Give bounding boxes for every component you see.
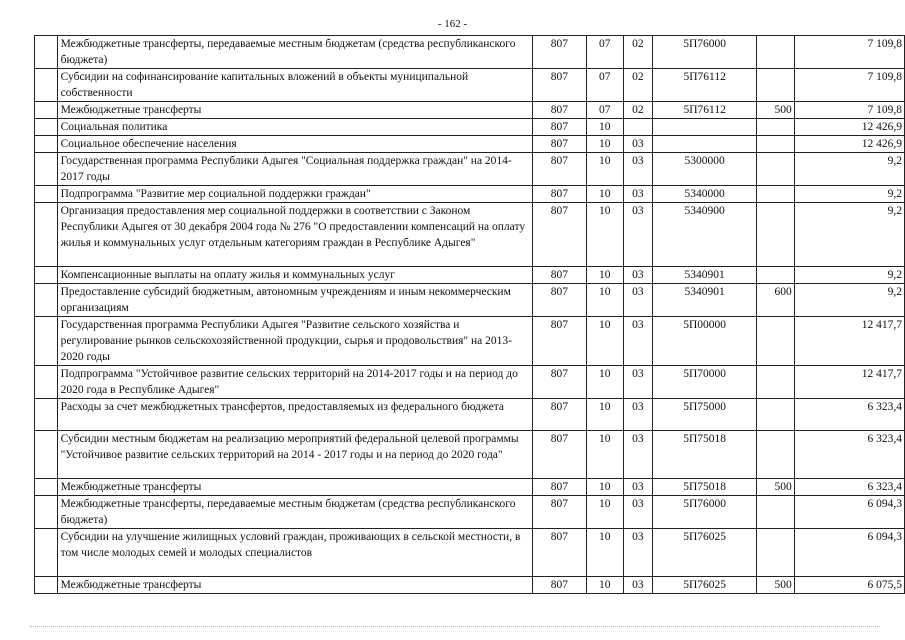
- ved-cell: 807: [532, 136, 586, 153]
- item-name-cell: Субсидии на улучшение жилищных условий граждан, проживающих в сельской местности, в том числе молодых семей и молодых специалистов: [57, 529, 532, 577]
- ved-cell: 807: [532, 529, 586, 577]
- table-row: [35, 317, 905, 366]
- table-row: [35, 366, 905, 399]
- sum-cell: 6 075,5: [794, 577, 904, 594]
- rz-cell: 10: [587, 203, 624, 267]
- rz-cell: 10: [587, 119, 624, 136]
- item-name-cell: Межбюджетные трансферты: [57, 577, 532, 594]
- sum-cell: 12 426,9: [794, 136, 904, 153]
- blank-cell: [35, 496, 58, 529]
- vr-cell: [757, 317, 795, 366]
- csr-cell: 5П75000: [653, 399, 757, 431]
- csr-cell: 5300000: [653, 153, 757, 186]
- ved-cell: 807: [532, 399, 586, 431]
- vr-cell: [757, 496, 795, 529]
- item-name-cell: Подпрограмма "Устойчивое развитие сельских территорий на 2014-2017 годы и на период до 2020 года в Республике Адыгея": [57, 366, 532, 399]
- sum-cell: 6 323,4: [794, 479, 904, 496]
- table-row: [35, 186, 905, 203]
- rz-cell: 10: [587, 479, 624, 496]
- vr-cell: 500: [757, 102, 795, 119]
- sum-cell: 9,2: [794, 186, 904, 203]
- ved-cell: 807: [532, 577, 586, 594]
- sum-cell: 6 323,4: [794, 431, 904, 479]
- rz-cell: 10: [587, 399, 624, 431]
- vr-cell: 500: [757, 577, 795, 594]
- sum-cell: 6 323,4: [794, 399, 904, 431]
- item-name-cell: Предоставление субсидий бюджетным, автономным учреждениям и иным некоммерческим организациям: [57, 284, 532, 317]
- rz-cell: 10: [587, 267, 624, 284]
- sum-cell: 9,2: [794, 267, 904, 284]
- ved-cell: 807: [532, 102, 586, 119]
- pr-cell: 03: [623, 496, 653, 529]
- rz-cell: 10: [587, 577, 624, 594]
- pr-cell: [623, 119, 653, 136]
- csr-cell: 5П76025: [653, 529, 757, 577]
- csr-cell: 5П75018: [653, 479, 757, 496]
- sum-cell: 9,2: [794, 203, 904, 267]
- blank-cell: [35, 119, 58, 136]
- item-name-cell: Межбюджетные трансферты, передаваемые местным бюджетам (средства республиканского бюджета): [57, 496, 532, 529]
- vr-cell: [757, 119, 795, 136]
- pr-cell: 03: [623, 203, 653, 267]
- table-row: [35, 577, 905, 594]
- ved-cell: 807: [532, 317, 586, 366]
- table-row: [35, 284, 905, 317]
- ved-cell: 807: [532, 366, 586, 399]
- blank-cell: [35, 317, 58, 366]
- blank-cell: [35, 366, 58, 399]
- blank-cell: [35, 431, 58, 479]
- blank-cell: [35, 284, 58, 317]
- vr-cell: [757, 529, 795, 577]
- ved-cell: 807: [532, 284, 586, 317]
- vr-cell: 600: [757, 284, 795, 317]
- pr-cell: 03: [623, 431, 653, 479]
- pr-cell: 02: [623, 69, 653, 102]
- pr-cell: 03: [623, 284, 653, 317]
- budget-table: [34, 35, 905, 594]
- rz-cell: 10: [587, 366, 624, 399]
- pr-cell: 03: [623, 529, 653, 577]
- vr-cell: [757, 36, 795, 69]
- blank-cell: [35, 267, 58, 284]
- blank-cell: [35, 69, 58, 102]
- sum-cell: 12 426,9: [794, 119, 904, 136]
- vr-cell: [757, 186, 795, 203]
- item-name-cell: Расходы за счет межбюджетных трансфертов, предоставляемых из федерального бюджета: [57, 399, 532, 431]
- table-row: [35, 36, 905, 69]
- blank-cell: [35, 479, 58, 496]
- csr-cell: 5П76000: [653, 36, 757, 69]
- pr-cell: 03: [623, 136, 653, 153]
- ved-cell: 807: [532, 186, 586, 203]
- rz-cell: 07: [587, 69, 624, 102]
- rz-cell: 10: [587, 496, 624, 529]
- table-row: [35, 431, 905, 479]
- csr-cell: 5340901: [653, 284, 757, 317]
- sum-cell: 12 417,7: [794, 366, 904, 399]
- blank-cell: [35, 153, 58, 186]
- blank-cell: [35, 577, 58, 594]
- sum-cell: 7 109,8: [794, 36, 904, 69]
- item-name-cell: Межбюджетные трансферты: [57, 102, 532, 119]
- ved-cell: 807: [532, 203, 586, 267]
- item-name-cell: Социальное обеспечение населения: [57, 136, 532, 153]
- vr-cell: 500: [757, 479, 795, 496]
- pr-cell: 02: [623, 36, 653, 69]
- pr-cell: 03: [623, 479, 653, 496]
- csr-cell: 5П76025: [653, 577, 757, 594]
- sum-cell: 6 094,3: [794, 529, 904, 577]
- page-number: - 162 -: [437, 18, 468, 30]
- item-name-cell: Социальная политика: [57, 119, 532, 136]
- sum-cell: 6 094,3: [794, 496, 904, 529]
- item-name-cell: Подпрограмма "Развитие мер социальной поддержки граждан": [57, 186, 532, 203]
- pr-cell: 03: [623, 399, 653, 431]
- item-name-cell: Организация предоставления мер социальной поддержки в соответствии с Законом Республики Адыгея от 30 декабря 2004 года № 276 "О предоставлении компенсаций на оплату жилья и коммунальных услуг отдельным категориям граждан в Республике Адыгея": [57, 203, 532, 267]
- ved-cell: 807: [532, 479, 586, 496]
- csr-cell: 5340900: [653, 203, 757, 267]
- blank-cell: [35, 186, 58, 203]
- table-row: [35, 119, 905, 136]
- table-row: [35, 102, 905, 119]
- csr-cell: 5П00000: [653, 317, 757, 366]
- csr-cell: 5П76112: [653, 102, 757, 119]
- item-name-cell: Государственная программа Республики Адыгея "Социальная поддержка граждан" на 2014-2017 годы: [57, 153, 532, 186]
- ved-cell: 807: [532, 69, 586, 102]
- blank-cell: [35, 399, 58, 431]
- csr-cell: 5П76000: [653, 496, 757, 529]
- rz-cell: 10: [587, 284, 624, 317]
- ved-cell: 807: [532, 36, 586, 69]
- item-name-cell: Межбюджетные трансферты, передаваемые местным бюджетам (средства республиканского бюджета): [57, 36, 532, 69]
- table-row: [35, 69, 905, 102]
- rz-cell: 10: [587, 317, 624, 366]
- pr-cell: 03: [623, 317, 653, 366]
- sum-cell: 7 109,8: [794, 69, 904, 102]
- rz-cell: 10: [587, 529, 624, 577]
- rz-cell: 10: [587, 186, 624, 203]
- vr-cell: [757, 431, 795, 479]
- ved-cell: 807: [532, 431, 586, 479]
- csr-cell: [653, 136, 757, 153]
- rz-cell: 10: [587, 136, 624, 153]
- item-name-cell: Субсидии на софинансирование капитальных вложений в объекты муниципальной собственности: [57, 69, 532, 102]
- item-name-cell: Компенсационные выплаты на оплату жилья и коммунальных услуг: [57, 267, 532, 284]
- table-body: [35, 36, 905, 594]
- vr-cell: [757, 136, 795, 153]
- table-row: [35, 529, 905, 577]
- table-row: [35, 479, 905, 496]
- vr-cell: [757, 399, 795, 431]
- sum-cell: 9,2: [794, 153, 904, 186]
- pr-cell: 03: [623, 267, 653, 284]
- pr-cell: 02: [623, 102, 653, 119]
- item-name-cell: Субсидии местным бюджетам на реализацию мероприятий федеральной целевой программы "Устойчивое развитие сельских территорий на 2014 - 2017 годы и на период до 2020 года": [57, 431, 532, 479]
- vr-cell: [757, 366, 795, 399]
- pr-cell: 03: [623, 153, 653, 186]
- ved-cell: 807: [532, 153, 586, 186]
- vr-cell: [757, 153, 795, 186]
- vr-cell: [757, 69, 795, 102]
- sum-cell: 9,2: [794, 284, 904, 317]
- blank-cell: [35, 203, 58, 267]
- rz-cell: 10: [587, 431, 624, 479]
- blank-cell: [35, 529, 58, 577]
- item-name-cell: Межбюджетные трансферты: [57, 479, 532, 496]
- blank-cell: [35, 36, 58, 69]
- table-row: [35, 267, 905, 284]
- csr-cell: [653, 119, 757, 136]
- csr-cell: 5П76112: [653, 69, 757, 102]
- item-name-cell: Государственная программа Республики Адыгея "Развитие сельского хозяйства и регулирование рынков сельскохозяйственной продукции, сырья и продовольствия" на 2013-2020 годы: [57, 317, 532, 366]
- rz-cell: 10: [587, 153, 624, 186]
- pr-cell: 03: [623, 577, 653, 594]
- ved-cell: 807: [532, 119, 586, 136]
- rz-cell: 07: [587, 36, 624, 69]
- blank-cell: [35, 102, 58, 119]
- table-row: [35, 203, 905, 267]
- table-row: [35, 399, 905, 431]
- bottom-edge-dots: [30, 626, 880, 631]
- csr-cell: 5П75018: [653, 431, 757, 479]
- csr-cell: 5340000: [653, 186, 757, 203]
- table-row: [35, 496, 905, 529]
- pr-cell: 03: [623, 186, 653, 203]
- sum-cell: 7 109,8: [794, 102, 904, 119]
- rz-cell: 07: [587, 102, 624, 119]
- blank-cell: [35, 136, 58, 153]
- sum-cell: 12 417,7: [794, 317, 904, 366]
- table-row: [35, 136, 905, 153]
- ved-cell: 807: [532, 496, 586, 529]
- vr-cell: [757, 267, 795, 284]
- vr-cell: [757, 203, 795, 267]
- csr-cell: 5340901: [653, 267, 757, 284]
- table-row: [35, 153, 905, 186]
- csr-cell: 5П70000: [653, 366, 757, 399]
- pr-cell: 03: [623, 366, 653, 399]
- ved-cell: 807: [532, 267, 586, 284]
